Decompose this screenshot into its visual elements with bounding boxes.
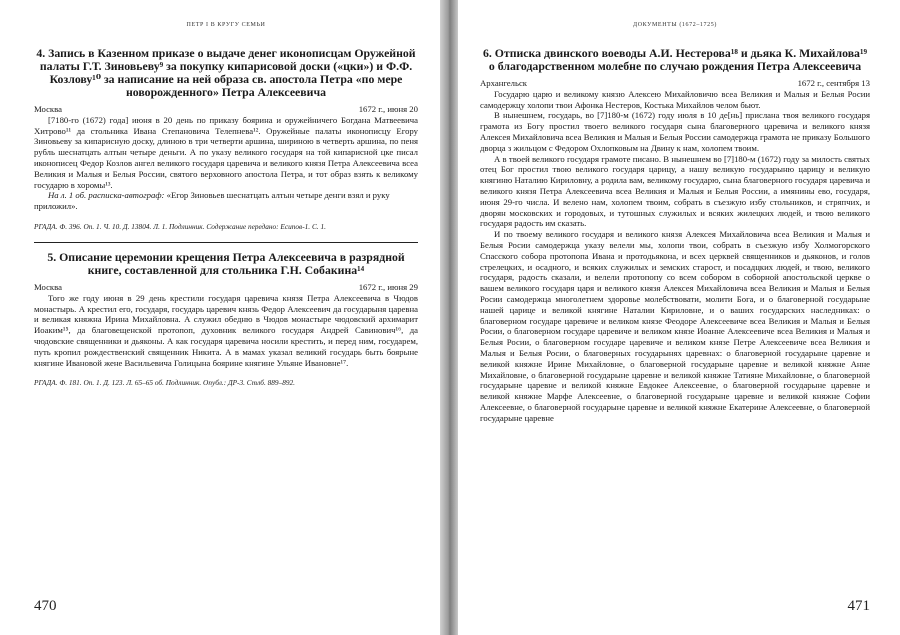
document-6-paragraph-1: Государю царю и великому князю Алексею Михайловичю всеа Великия и Малыя и Белыя Росии самодержцу холопи твои Афонка Нестеров, Костька Михайлов челом бьют.	[480, 88, 870, 110]
document-6-paragraph-4: И по твоему великого государя и великого князя Алексея Михайловича всеа Великия и Малыя и Белыя Росии самодержца указу велели мы, холопи твои, собрать в съезжую избу Холмогорского Спасского собора протопопа Ивана и протодьякона, и всех церквей священников и дьяконов, и голов стрелецких, и осадного, и всяких служилых и земских старост, и посадцких людей, и твою, великого государя, радость сказали, и велели протопопу со всем собором в соборной апостольской церкве о вашем великого государя царя и великого князя Алексея Михайловича всеа Великия и Малыя и Белыя Росии самодержца многолетнем здоровье молебствовати, молити Бога, и о благоверной государыне нашей царице и великой княгине Наталии Кириловне, и о ваших государских наследниках: о благоверном государе царевиче и великом князе Феодоре Алексеевиче всеа Великия и Малыя и Белыя Росии, о благоверном государе царевиче и великом князе Иоанне Алексеевиче всеа Великия и Малыя и Белыя Росии, о благоверном государе царевиче и великом князе Петре Алексеевиче всеа Великия и Малыя и Белыя Росии, о благоверных государынях царевнах: о благоверной государыне царевне и великой княжне Ирине Михайловне, о благоверной государыне царевне и великой княжне Анне Михайловне, о благоверной государыне царевне и великой княжне Татияне Михайловне, о благоверной государыне царевне и великой княжне Евдокее Алексеевне, о благоверной государыне царевне и великой княжне Марфе Алексеевне, о благоверной государыне царевне и великой княжне Софии Алексеевне, о благоверной государыне царевне и великой княжне Екатерине Алексеевне, о благоверной государыне царевне	[480, 229, 870, 423]
right-page	[458, 0, 900, 635]
document-5-paragraph: Того же году июня в 29 день крестили государя царевича князя Петра Алексеевича в Чюдов монастырь. А крестил его, государя, государь царевич князь Федор Алексеевич да государыня царевна и великая княжна Ирина Михайловна. А служил обедню в Чюдов монастыре чюдовский архимарит Иоаким¹⁵, да благовещенской протопоп, духовник великого государя Андрей Савинович¹⁶, да чюдовские священники и дьяконы. А как государя царевича носили крестить, и перед ним, государем, путь кропил рождественский священник Никита. А в мамах указал великий государь быть боярыне княгине Ивановой жене Васильевича Голицына боярине княгине Ульяне Ивановне¹⁷.	[34, 292, 418, 368]
book-gutter	[440, 0, 458, 635]
document-6-date: 1672 г., сентября 13	[797, 78, 870, 88]
document-4-paragraph: [7180-го (1672) года] июня в 20 день по приказу боярина и оружейничего Богдана Матвеевича Хитрово¹¹ да стольника Ивана Степановича Телепнева¹². Оружейные палаты иконописцу Егору Зиновьеву за кипарисную доску, длиною в три четверти аршина, шириною в четверть аршина, по пеня рубль шеснатцать алтын четыре деньги. А по указу великого государя на той кипарисной цке писал иконописец Федор Козлов ангел великого государя царевича и великого князя Петра Алексеевича всеа Великия и Малыя и Белыя России, святого верховного апостола Петра, и тот образ взять к великому государю в хоромы¹³.	[34, 114, 418, 190]
document-6-place: Архангельск	[480, 78, 528, 88]
document-4-date: 1672 г., июня 20	[358, 104, 418, 114]
document-5-place-date	[34, 282, 418, 293]
page-number-left: 470	[34, 598, 57, 614]
document-6-paragraph-3: А в твоей великого государя грамоте писано. В нынешнем во [7]180-м (1672) году за милость святых отец Бог простил твою великого государя царицу, а нашу великую государыню царицу и великую княгиню Наталию Кириловну, а родила вам, великому государю, сына благоверного государя царевича и великого князя Петра Алексеевича всеа Великия и Малыя и Белыя России, а имянины ево, государя, июня 29-го числа. И велено нам, холопем твоим, собрать в съезжую избу стольников, и стряпчих, и дворян московских и городовых, и тутошных служилых и всяких жилецких людей, и твою великого государя радость им сказать.	[480, 153, 870, 229]
document-6	[480, 47, 870, 424]
document-4-body	[34, 115, 418, 191]
document-6-paragraph-2: В нынешнем, государь, во [7]180-м (1672) году июля в 10 де[нь] прислана твоя великого государя грамота из Богу простил твоего великого государя сына благоверного царевича и великого князя Алексея Михайловича всеа Великия и Малыя и Белыя России самодержца грамота не приказу Большого дворца з жильцом с Федором Охлопковым на Двину к нам, холопем твоим.	[480, 110, 870, 153]
page-number-right: 471	[847, 598, 870, 614]
document-5-source: РГАДА. Ф. 181. Оп. 1. Д. 123. Л. 65–65 об. Подлинник. Опубл.: ДР-3. Стлб. 889–892.	[34, 378, 295, 388]
document-5-date: 1672 г., июня 29	[358, 281, 418, 292]
document-6-place-date	[480, 78, 870, 89]
document-4-source: РГАДА. Ф. 396. Оп. 1. Ч. 10. Д. 13804. Л. 1. Подлинник. Содержание передано: Есипов-1. С. 1.	[34, 221, 326, 231]
document-5-place: Москва	[34, 281, 62, 292]
left-page	[0, 0, 440, 635]
document-6-body	[480, 89, 870, 424]
document-4-note-text: «Егор Зиновьев шеснатцать алтын четыре денги взял и руку приложил».	[34, 190, 390, 212]
document-5-title: 5. Описание церемонии крещения Петра Алексеевича в разрядной книге, составленной для стольника Г.Н. Собакина¹⁴	[47, 249, 405, 277]
section-divider	[34, 242, 418, 243]
document-4-place-date	[34, 104, 418, 115]
document-4-note	[34, 190, 418, 212]
running-head-right: ДОКУМЕНТЫ (1672–1725)	[633, 22, 717, 28]
document-4	[34, 47, 418, 231]
document-4-place: Москва	[34, 104, 62, 114]
document-4-title: 4. Запись в Казенном приказе о выдаче денег иконописцам Оружейной палаты Г.Т. Зиновьеву⁹ за покупку кипарисовой доски («цки») и Ф.Ф. Козлову¹⁰ за написание на ней образа св. апостола Петра «по мере новорожденного» Петра Алексеевича	[36, 46, 416, 99]
document-5	[34, 251, 418, 387]
document-6-title: 6. Отписка двинского воеводы А.И. Нестерова¹⁸ и дьяка К. Михайлова¹⁹ о благодарственном молебне по случаю рождения Петра Алексеевича	[482, 46, 868, 73]
document-4-note-label: На л. 1 об. расписка-автограф:	[48, 190, 165, 201]
document-5-body	[34, 293, 418, 369]
running-head-left: ПЕТР I В КРУГУ СЕМЬИ	[186, 22, 266, 28]
